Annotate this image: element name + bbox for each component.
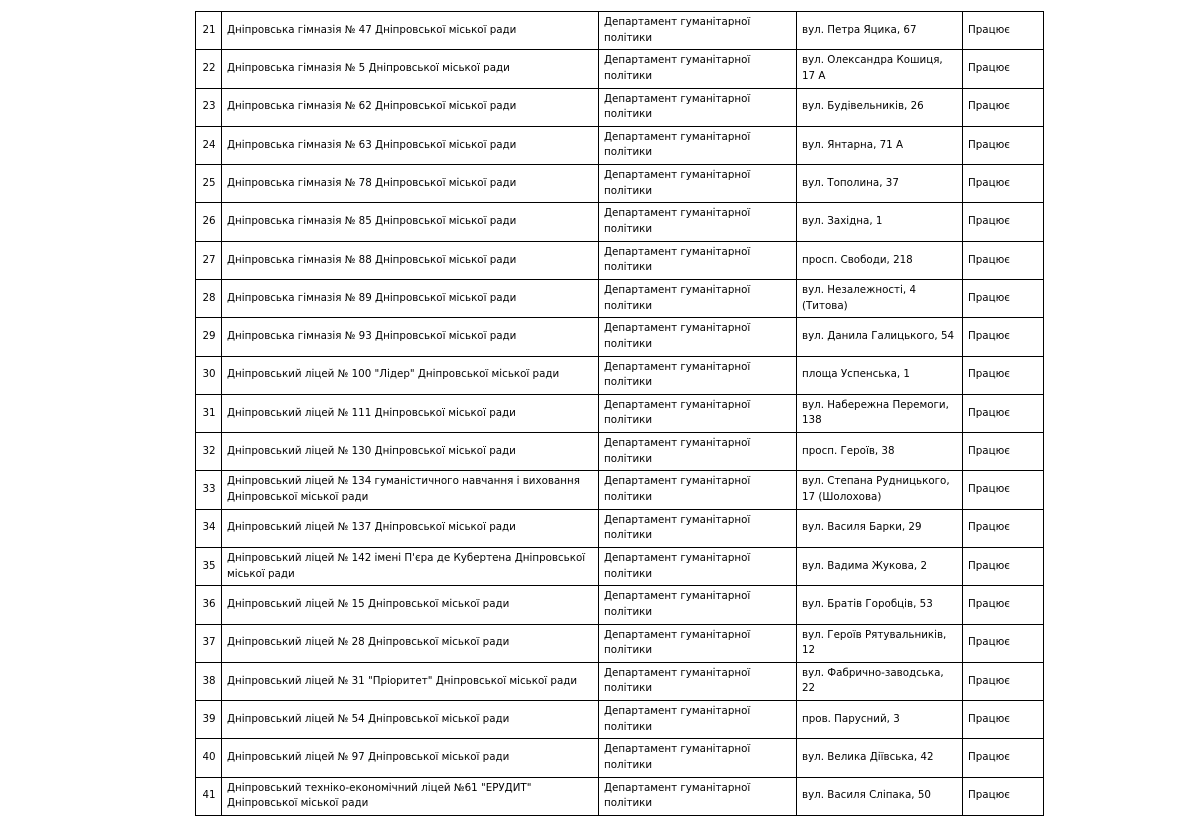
institution-name: Дніпровський ліцей № 130 Дніпровської міської ради — [222, 433, 599, 471]
managing-authority — [599, 241, 797, 279]
managing-authority-line-2: політики — [604, 491, 653, 504]
address: вул. Героїв Рятувальників, 12 — [797, 624, 963, 662]
managing-authority-line-1: Департамент гуманітарної — [604, 54, 751, 67]
row-number: 27 — [196, 241, 222, 279]
institution-name: Дніпровський техніко-економічний ліцей №61 "ЕРУДИТ" Дніпровської міської ради — [222, 777, 599, 815]
status-value: Працює — [963, 126, 1044, 164]
managing-authority-line-1: Департамент гуманітарної — [604, 169, 751, 182]
institution-name: Дніпровська гімназія № 62 Дніпровської міської ради — [222, 88, 599, 126]
managing-authority-line-1: Департамент гуманітарної — [604, 705, 751, 718]
institution-name: Дніпровська гімназія № 63 Дніпровської міської ради — [222, 126, 599, 164]
managing-authority — [599, 624, 797, 662]
institution-name: Дніпровська гімназія № 88 Дніпровської міської ради — [222, 241, 599, 279]
table-row — [196, 12, 1044, 50]
managing-authority-line-2: політики — [604, 529, 653, 542]
status-value: Працює — [963, 509, 1044, 547]
institution-name: Дніпровський ліцей № 28 Дніпровської міської ради — [222, 624, 599, 662]
institution-name: Дніпровський ліцей № 15 Дніпровської міської ради — [222, 586, 599, 624]
managing-authority — [599, 701, 797, 739]
managing-authority-line-1: Департамент гуманітарної — [604, 551, 751, 564]
managing-authority-line-1: Департамент гуманітарної — [604, 628, 751, 641]
address: просп. Героїв, 38 — [797, 433, 963, 471]
table-row — [196, 586, 1044, 624]
row-number: 26 — [196, 203, 222, 241]
institution-name: Дніпровський ліцей № 100 "Лідер" Дніпровської міської ради — [222, 356, 599, 394]
address: вул. Західна, 1 — [797, 203, 963, 241]
row-number: 36 — [196, 586, 222, 624]
institution-name: Дніпровська гімназія № 5 Дніпровської міської ради — [222, 50, 599, 88]
table-body — [196, 12, 1044, 816]
address: вул. Степана Рудницького, 17 (Шолохова) — [797, 471, 963, 509]
row-number: 39 — [196, 701, 222, 739]
managing-authority-line-2: політики — [604, 452, 653, 465]
row-number: 33 — [196, 471, 222, 509]
managing-authority — [599, 509, 797, 547]
institution-name: Дніпровська гімназія № 93 Дніпровської міської ради — [222, 318, 599, 356]
address: вул. Братів Горобців, 53 — [797, 586, 963, 624]
managing-authority-line-2: політики — [604, 299, 653, 312]
table-row — [196, 356, 1044, 394]
row-number: 41 — [196, 777, 222, 815]
institution-name: Дніпровська гімназія № 85 Дніпровської міської ради — [222, 203, 599, 241]
managing-authority — [599, 433, 797, 471]
managing-authority — [599, 471, 797, 509]
row-number: 22 — [196, 50, 222, 88]
managing-authority-line-2: політики — [604, 223, 653, 236]
row-number: 31 — [196, 394, 222, 432]
managing-authority-line-1: Департамент гуманітарної — [604, 437, 751, 450]
institution-name: Дніпровський ліцей № 111 Дніпровської міської ради — [222, 394, 599, 432]
table-row — [196, 50, 1044, 88]
institution-name: Дніпровський ліцей № 97 Дніпровської міської ради — [222, 739, 599, 777]
address: просп. Свободи, 218 — [797, 241, 963, 279]
table-row — [196, 241, 1044, 279]
table-row — [196, 126, 1044, 164]
table-row — [196, 88, 1044, 126]
status-value: Працює — [963, 471, 1044, 509]
managing-authority-line-1: Департамент гуманітарної — [604, 666, 751, 679]
row-number: 23 — [196, 88, 222, 126]
managing-authority-line-1: Департамент гуманітарної — [604, 781, 751, 794]
address: вул. Олександра Кошиця, 17 А — [797, 50, 963, 88]
managing-authority — [599, 318, 797, 356]
status-value: Працює — [963, 777, 1044, 815]
status-value: Працює — [963, 547, 1044, 585]
row-number: 35 — [196, 547, 222, 585]
institution-name: Дніпровський ліцей № 142 імені П'єра де Кубертена Дніпровської міської ради — [222, 547, 599, 585]
row-number: 30 — [196, 356, 222, 394]
status-value: Працює — [963, 12, 1044, 50]
managing-authority-line-1: Департамент гуманітарної — [604, 398, 751, 411]
table-row — [196, 509, 1044, 547]
institution-name: Дніпровська гімназія № 47 Дніпровської міської ради — [222, 12, 599, 50]
row-number: 40 — [196, 739, 222, 777]
table-row — [196, 739, 1044, 777]
address: площа Успенська, 1 — [797, 356, 963, 394]
address: вул. Данила Галицького, 54 — [797, 318, 963, 356]
managing-authority-line-1: Департамент гуманітарної — [604, 130, 751, 143]
institution-name: Дніпровська гімназія № 78 Дніпровської міської ради — [222, 165, 599, 203]
table-row — [196, 701, 1044, 739]
table-container — [195, 11, 1010, 816]
managing-authority-line-1: Департамент гуманітарної — [604, 283, 751, 296]
managing-authority-line-2: політики — [604, 146, 653, 159]
table-row — [196, 777, 1044, 815]
managing-authority — [599, 50, 797, 88]
table-row — [196, 624, 1044, 662]
managing-authority — [599, 12, 797, 50]
managing-authority-line-2: політики — [604, 605, 653, 618]
row-number: 32 — [196, 433, 222, 471]
managing-authority-line-1: Департамент гуманітарної — [604, 245, 751, 258]
status-value: Працює — [963, 586, 1044, 624]
managing-authority — [599, 777, 797, 815]
row-number: 28 — [196, 279, 222, 317]
managing-authority-line-1: Департамент гуманітарної — [604, 322, 751, 335]
status-value: Працює — [963, 394, 1044, 432]
managing-authority — [599, 279, 797, 317]
managing-authority-line-2: політики — [604, 69, 653, 82]
managing-authority-line-2: політики — [604, 261, 653, 274]
managing-authority — [599, 394, 797, 432]
address: вул. Набережна Перемоги, 138 — [797, 394, 963, 432]
row-number: 29 — [196, 318, 222, 356]
status-value: Працює — [963, 318, 1044, 356]
address: вул. Василя Барки, 29 — [797, 509, 963, 547]
table-row — [196, 279, 1044, 317]
status-value: Працює — [963, 279, 1044, 317]
managing-authority — [599, 739, 797, 777]
table-row — [196, 433, 1044, 471]
address: вул. Петра Яцика, 67 — [797, 12, 963, 50]
address: пров. Парусний, 3 — [797, 701, 963, 739]
table-row — [196, 547, 1044, 585]
status-value: Працює — [963, 241, 1044, 279]
address: вул. Фабрично-заводська, 22 — [797, 662, 963, 700]
managing-authority-line-1: Департамент гуманітарної — [604, 360, 751, 373]
institution-name: Дніпровський ліцей № 137 Дніпровської міської ради — [222, 509, 599, 547]
status-value: Працює — [963, 624, 1044, 662]
managing-authority-line-1: Департамент гуманітарної — [604, 16, 751, 28]
managing-authority-line-2: політики — [604, 414, 653, 427]
row-number: 24 — [196, 126, 222, 164]
managing-authority-line-2: політики — [604, 184, 653, 197]
managing-authority-line-1: Департамент гуманітарної — [604, 92, 751, 105]
managing-authority-line-2: політики — [604, 376, 653, 389]
address: вул. Велика Діївська, 42 — [797, 739, 963, 777]
managing-authority-line-2: політики — [604, 31, 653, 44]
table-row — [196, 203, 1044, 241]
address: вул. Янтарна, 71 А — [797, 126, 963, 164]
address: вул. Василя Сліпака, 50 — [797, 777, 963, 815]
managing-authority-line-2: політики — [604, 644, 653, 657]
managing-authority-line-1: Департамент гуманітарної — [604, 475, 751, 488]
managing-authority-line-1: Департамент гуманітарної — [604, 590, 751, 603]
managing-authority-line-2: політики — [604, 108, 653, 121]
managing-authority-line-1: Департамент гуманітарної — [604, 513, 751, 526]
managing-authority-line-2: політики — [604, 720, 653, 733]
institution-name: Дніпровська гімназія № 89 Дніпровської міської ради — [222, 279, 599, 317]
managing-authority — [599, 203, 797, 241]
table-row — [196, 662, 1044, 700]
managing-authority-line-2: політики — [604, 682, 653, 695]
address: вул. Тополина, 37 — [797, 165, 963, 203]
institutions-table — [195, 11, 1044, 816]
address: вул. Незалежності, 4 (Титова) — [797, 279, 963, 317]
managing-authority — [599, 165, 797, 203]
managing-authority-line-1: Департамент гуманітарної — [604, 743, 751, 756]
managing-authority-line-2: політики — [604, 797, 653, 810]
table-row — [196, 471, 1044, 509]
address: вул. Будівельників, 26 — [797, 88, 963, 126]
status-value: Працює — [963, 50, 1044, 88]
status-value: Працює — [963, 433, 1044, 471]
institution-name: Дніпровський ліцей № 31 "Пріоритет" Дніпровської міської ради — [222, 662, 599, 700]
status-value: Працює — [963, 165, 1044, 203]
institution-name: Дніпровський ліцей № 134 гуманістичного навчання і виховання Дніпровської міської ради — [222, 471, 599, 509]
address: вул. Вадима Жукова, 2 — [797, 547, 963, 585]
managing-authority-line-2: політики — [604, 758, 653, 771]
managing-authority — [599, 356, 797, 394]
status-value: Працює — [963, 662, 1044, 700]
managing-authority — [599, 88, 797, 126]
status-value: Працює — [963, 701, 1044, 739]
status-value: Працює — [963, 739, 1044, 777]
row-number: 25 — [196, 165, 222, 203]
institution-name: Дніпровський ліцей № 54 Дніпровської міської ради — [222, 701, 599, 739]
row-number: 37 — [196, 624, 222, 662]
row-number: 34 — [196, 509, 222, 547]
row-number: 38 — [196, 662, 222, 700]
managing-authority-line-1: Департамент гуманітарної — [604, 207, 751, 220]
status-value: Працює — [963, 203, 1044, 241]
status-value: Працює — [963, 88, 1044, 126]
managing-authority — [599, 126, 797, 164]
managing-authority-line-2: політики — [604, 337, 653, 350]
table-row — [196, 318, 1044, 356]
managing-authority — [599, 547, 797, 585]
table-row — [196, 165, 1044, 203]
managing-authority — [599, 662, 797, 700]
managing-authority-line-2: політики — [604, 567, 653, 580]
table-row — [196, 394, 1044, 432]
row-number: 21 — [196, 12, 222, 50]
managing-authority — [599, 586, 797, 624]
status-value: Працює — [963, 356, 1044, 394]
